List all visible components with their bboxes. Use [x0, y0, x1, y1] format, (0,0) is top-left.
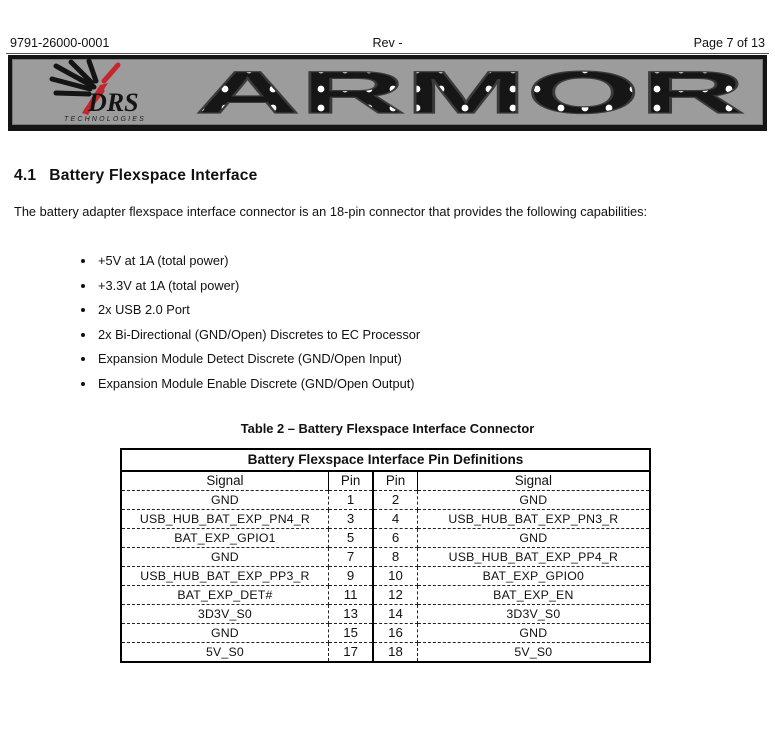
pin-cell: 3: [328, 510, 373, 529]
pin-table: [120, 448, 651, 663]
column-header-signal-left: Signal: [121, 471, 328, 491]
drs-wordmark: DRS: [88, 88, 139, 117]
drs-logo: [16, 59, 186, 125]
pin-table-body: [121, 491, 650, 663]
page-number: Page 7 of 13: [693, 36, 766, 50]
pin-cell: 4: [373, 510, 417, 529]
pin-cell: 16: [373, 624, 417, 643]
table-row: [121, 624, 650, 643]
table-row: [121, 529, 650, 548]
pin-cell: 14: [373, 605, 417, 624]
table-row: [121, 548, 650, 567]
table-row: [121, 510, 650, 529]
table-row: [121, 567, 650, 586]
armor-wordmark-wrap: [186, 61, 749, 123]
armor-banner: [8, 55, 767, 131]
capabilities-list: [0, 253, 700, 400]
section-heading: [14, 167, 258, 185]
signal-cell: 5V_S0: [514, 644, 553, 659]
signal-cell: USB_HUB_BAT_EXP_PN4_R: [121, 510, 328, 529]
pin-cell: 7: [328, 548, 373, 567]
table-row: [121, 605, 650, 624]
column-header-pin-left: Pin: [328, 471, 373, 491]
pin-cell: 13: [328, 605, 373, 624]
armor-wordmark: [193, 61, 749, 123]
signal-cell: GND: [417, 624, 650, 643]
signal-cell: 3D3V_S0: [417, 605, 650, 624]
pin-cell: 5: [328, 529, 373, 548]
signal-cell: BAT_EXP_GPIO1: [121, 529, 328, 548]
revision-label: Rev -: [372, 36, 403, 50]
signal-cell: BAT_EXP_DET#: [121, 586, 328, 605]
signal-cell: GND: [121, 624, 328, 643]
table-title: Battery Flexspace Interface Pin Definitions: [121, 449, 650, 471]
signal-cell: GND: [121, 548, 328, 567]
pin-cell: 1: [328, 491, 373, 510]
pin-cell: 6: [373, 529, 417, 548]
pin-table-wrap: [120, 448, 651, 663]
table-header-row: [121, 471, 650, 491]
signal-cell: USB_HUB_BAT_EXP_PP3_R: [121, 567, 328, 586]
list-item: • 2x USB 2.0 Port: [96, 302, 700, 317]
intro-paragraph: The battery adapter flexspace interface connector is an 18-pin connector that provides the following capabilities:: [14, 204, 648, 219]
pin-cell: 9: [328, 567, 373, 586]
pin-cell: 12: [373, 586, 417, 605]
section-number: 4.1: [14, 167, 37, 184]
page-header: [6, 36, 769, 54]
section-title: Battery Flexspace Interface: [49, 167, 258, 184]
drs-sub-label: TECHNOLOGIES: [64, 116, 147, 123]
list-item: • +5V at 1A (total power): [96, 253, 700, 268]
list-item: • Expansion Module Enable Discrete (GND/Open Output): [96, 376, 700, 391]
pin-cell: 2: [373, 491, 417, 510]
signal-cell: BAT_EXP_GPIO0: [417, 567, 650, 586]
signal-cell: GND: [121, 491, 328, 510]
table-title-row: [121, 449, 650, 471]
pin-cell: 15: [328, 624, 373, 643]
pin-cell: 17: [328, 643, 373, 663]
signal-cell: 3D3V_S0: [121, 605, 328, 624]
pin-cell: 18: [373, 643, 417, 663]
pin-cell: 8: [373, 548, 417, 567]
table-row: [121, 491, 650, 510]
column-header-pin-right: Pin: [373, 471, 417, 491]
pin-cell: 10: [373, 567, 417, 586]
signal-cell: GND: [417, 529, 650, 548]
doc-number: 9791-26000-0001: [10, 36, 110, 50]
table-row: [121, 586, 650, 605]
signal-cell: 5V_S0: [121, 643, 328, 663]
pin-cell: 11: [328, 586, 373, 605]
signal-cell: USB_HUB_BAT_EXP_PN3_R: [417, 510, 650, 529]
list-item: • 2x Bi-Directional (GND/Open) Discretes to EC Processor: [96, 327, 700, 342]
table-caption: Table 2 – Battery Flexspace Interface Connector: [240, 421, 535, 436]
list-item: • +3.3V at 1A (total power): [96, 278, 700, 293]
signal-cell: GND: [417, 491, 650, 510]
table-row: [121, 643, 650, 663]
list-item: • Expansion Module Detect Discrete (GND/Open Input): [96, 351, 700, 366]
column-header-signal-right: Signal: [417, 471, 650, 491]
drs-starburst-icon: [16, 59, 186, 125]
armor-text: ARMOR: [195, 61, 745, 123]
signal-cell: USB_HUB_BAT_EXP_PP4_R: [417, 548, 650, 567]
signal-cell: BAT_EXP_EN: [417, 586, 650, 605]
